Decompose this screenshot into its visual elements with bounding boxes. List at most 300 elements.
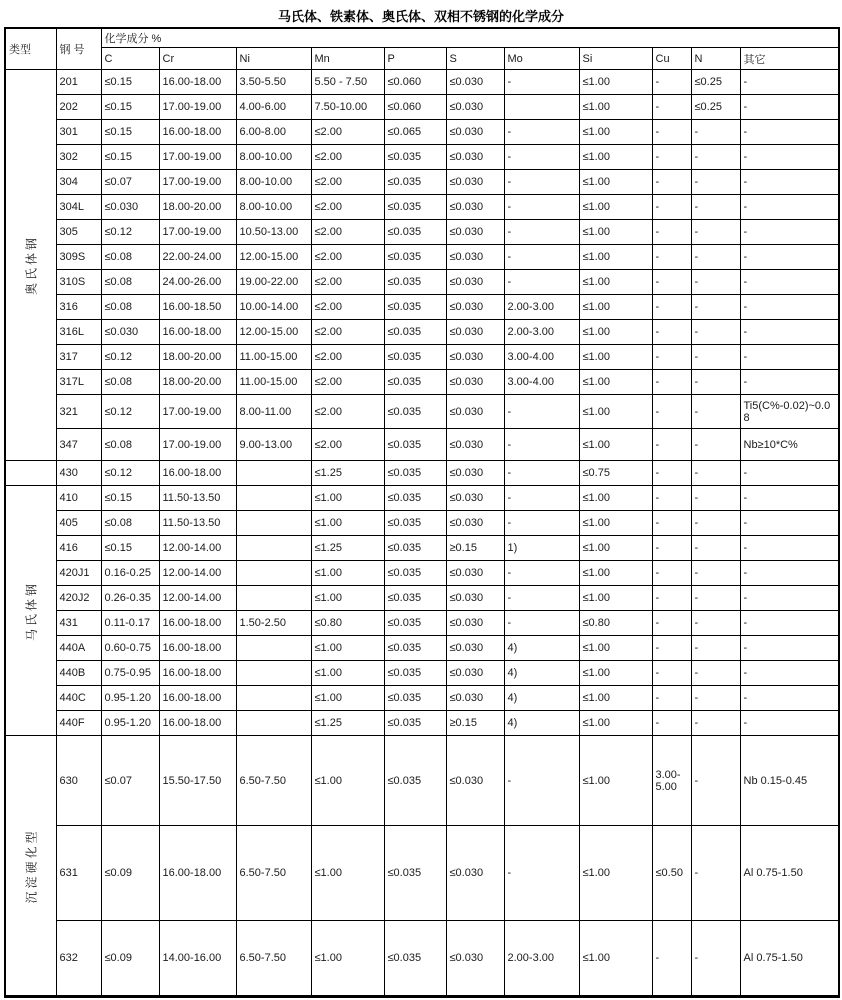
value-cell: ≤1.25 (311, 711, 384, 736)
composition-table (4, 27, 840, 998)
value-cell: ≤0.030 (446, 320, 504, 345)
value-cell: ≤1.00 (579, 370, 652, 395)
value-cell: ≤1.00 (579, 120, 652, 145)
value-cell: 4) (504, 686, 579, 711)
value-cell: - (691, 561, 740, 586)
value-cell: ≤1.00 (579, 95, 652, 120)
value-cell: ≤0.030 (446, 661, 504, 686)
value-cell: 17.00-19.00 (159, 429, 236, 461)
value-cell: ≤0.12 (101, 461, 159, 486)
value-cell: ≤0.030 (446, 395, 504, 429)
value-cell: ≤1.00 (579, 345, 652, 370)
value-cell: ≤2.00 (311, 145, 384, 170)
value-cell: 3.00-4.00 (504, 370, 579, 395)
value-cell: ≤0.030 (446, 195, 504, 220)
value-cell: ≤0.035 (384, 320, 446, 345)
value-cell: ≤0.08 (101, 295, 159, 320)
value-cell: 16.00-18.00 (159, 70, 236, 95)
type-group-label: 马氏体钢 (24, 580, 39, 641)
value-cell: ≤1.00 (579, 486, 652, 511)
value-cell: 0.26-0.35 (101, 586, 159, 611)
value-cell: 0.95-1.20 (101, 711, 159, 736)
value-cell: - (740, 195, 839, 220)
value-cell: - (652, 245, 691, 270)
value-cell (504, 95, 579, 120)
value-cell: 4) (504, 636, 579, 661)
value-cell: ≤0.07 (101, 736, 159, 826)
value-cell: ≤0.030 (446, 611, 504, 636)
value-cell: 3.50-5.50 (236, 70, 311, 95)
value-cell: 1) (504, 536, 579, 561)
table-row (5, 70, 839, 95)
value-cell: 16.00-18.00 (159, 461, 236, 486)
value-cell: - (691, 220, 740, 245)
table-row (5, 586, 839, 611)
value-cell: 14.00-16.00 (159, 921, 236, 997)
value-cell: - (740, 486, 839, 511)
value-cell (236, 561, 311, 586)
value-cell: ≤0.030 (446, 736, 504, 826)
value-cell: - (504, 486, 579, 511)
table-row (5, 921, 839, 997)
value-cell: - (740, 661, 839, 686)
value-cell: - (740, 245, 839, 270)
value-cell: ≤0.035 (384, 270, 446, 295)
value-cell: ≤0.030 (446, 486, 504, 511)
value-cell: ≤0.08 (101, 511, 159, 536)
value-cell: - (691, 586, 740, 611)
value-cell: ≤0.035 (384, 345, 446, 370)
value-cell: - (691, 295, 740, 320)
value-cell: Nb 0.15-0.45 (740, 736, 839, 826)
value-cell: ≤2.00 (311, 270, 384, 295)
grade-cell: 316 (56, 295, 101, 320)
grade-cell: 316L (56, 320, 101, 345)
value-cell: - (652, 170, 691, 195)
value-cell: 8.00-10.00 (236, 170, 311, 195)
value-cell: ≤1.00 (579, 145, 652, 170)
col-header-p: P (384, 48, 446, 70)
value-cell: ≤0.030 (446, 220, 504, 245)
value-cell: ≤1.00 (311, 826, 384, 921)
value-cell: 17.00-19.00 (159, 220, 236, 245)
table-row (5, 220, 839, 245)
grade-cell: 347 (56, 429, 101, 461)
value-cell: 3.00-4.00 (504, 345, 579, 370)
type-group-cell (5, 461, 56, 486)
value-cell: - (652, 661, 691, 686)
table-row (5, 486, 839, 511)
value-cell: ≤0.035 (384, 220, 446, 245)
value-cell: ≤0.15 (101, 70, 159, 95)
value-cell: - (504, 120, 579, 145)
value-cell: 22.00-24.00 (159, 245, 236, 270)
value-cell: 12.00-15.00 (236, 320, 311, 345)
value-cell: ≤1.25 (311, 461, 384, 486)
value-cell: ≤0.030 (446, 70, 504, 95)
value-cell: ≤1.00 (311, 561, 384, 586)
value-cell: ≤1.00 (311, 736, 384, 826)
value-cell: ≤0.12 (101, 345, 159, 370)
value-cell: ≤0.030 (446, 245, 504, 270)
table-row (5, 345, 839, 370)
grade-cell: 440B (56, 661, 101, 686)
value-cell: ≤0.12 (101, 220, 159, 245)
grade-cell: 321 (56, 395, 101, 429)
value-cell: ≤1.00 (579, 70, 652, 95)
value-cell: - (691, 486, 740, 511)
value-cell: ≤0.030 (446, 170, 504, 195)
table-row (5, 711, 839, 736)
value-cell: 0.16-0.25 (101, 561, 159, 586)
value-cell: - (740, 295, 839, 320)
value-cell: 16.00-18.00 (159, 611, 236, 636)
value-cell: ≤2.00 (311, 170, 384, 195)
value-cell: ≤1.00 (579, 826, 652, 921)
value-cell: 0.60-0.75 (101, 636, 159, 661)
value-cell: ≤0.08 (101, 270, 159, 295)
page-title: 马氏体、铁素体、奥氏体、双相不锈钢的化学成分 (277, 9, 564, 24)
value-cell: ≤2.00 (311, 395, 384, 429)
value-cell: - (740, 345, 839, 370)
col-header-si: Si (579, 48, 652, 70)
value-cell: 1.50-2.50 (236, 611, 311, 636)
value-cell: ≤0.08 (101, 245, 159, 270)
value-cell: ≤2.00 (311, 245, 384, 270)
value-cell: ≤0.15 (101, 145, 159, 170)
value-cell: - (652, 536, 691, 561)
value-cell: ≤0.030 (446, 461, 504, 486)
grade-cell: 304L (56, 195, 101, 220)
value-cell: ≤0.030 (446, 295, 504, 320)
grade-cell: 440C (56, 686, 101, 711)
grade-cell: 317 (56, 345, 101, 370)
table-row (5, 245, 839, 270)
value-cell: ≤0.75 (579, 461, 652, 486)
value-cell: - (740, 70, 839, 95)
composition-header: 化学成分 % (101, 28, 839, 48)
value-cell: - (691, 461, 740, 486)
value-cell: 6.50-7.50 (236, 826, 311, 921)
table-row (5, 170, 839, 195)
value-cell: ≤0.030 (101, 320, 159, 345)
value-cell: 16.00-18.50 (159, 295, 236, 320)
value-cell: ≤1.00 (579, 921, 652, 997)
value-cell: ≤2.00 (311, 220, 384, 245)
table-row (5, 295, 839, 320)
value-cell: - (504, 511, 579, 536)
value-cell: 18.00-20.00 (159, 370, 236, 395)
value-cell: 0.11-0.17 (101, 611, 159, 636)
type-group-label: 奥氏体钢 (24, 234, 39, 296)
value-cell: - (740, 120, 839, 145)
value-cell: ≤1.00 (311, 511, 384, 536)
value-cell: ≤0.030 (101, 195, 159, 220)
value-cell: ≤0.035 (384, 686, 446, 711)
value-cell: ≤0.15 (101, 120, 159, 145)
value-cell: ≤0.08 (101, 429, 159, 461)
value-cell: - (691, 661, 740, 686)
value-cell: 16.00-18.00 (159, 711, 236, 736)
value-cell (236, 586, 311, 611)
value-cell: ≤0.035 (384, 826, 446, 921)
value-cell: 9.00-13.00 (236, 429, 311, 461)
value-cell: 17.00-19.00 (159, 145, 236, 170)
value-cell (236, 536, 311, 561)
value-cell: - (504, 429, 579, 461)
grade-cell: 440A (56, 636, 101, 661)
value-cell: ≤1.00 (579, 429, 652, 461)
grade-cell: 305 (56, 220, 101, 245)
table-row (5, 95, 839, 120)
value-cell: ≤0.030 (446, 586, 504, 611)
table-row (5, 686, 839, 711)
grade-cell: 632 (56, 921, 101, 997)
value-cell: ≤0.030 (446, 370, 504, 395)
value-cell: - (691, 395, 740, 429)
col-header-mo: Mo (504, 48, 579, 70)
type-group-cell (5, 736, 56, 997)
value-cell: 8.00-11.00 (236, 395, 311, 429)
value-cell: ≤0.035 (384, 611, 446, 636)
value-cell: - (652, 611, 691, 636)
value-cell: 11.50-13.50 (159, 511, 236, 536)
value-cell: - (652, 120, 691, 145)
table-row (5, 826, 839, 921)
value-cell: 12.00-14.00 (159, 536, 236, 561)
value-cell (236, 711, 311, 736)
value-cell: ≤1.00 (579, 711, 652, 736)
value-cell: Al 0.75-1.50 (740, 921, 839, 997)
value-cell: 12.00-15.00 (236, 245, 311, 270)
value-cell: ≤1.00 (579, 536, 652, 561)
col-header-mn: Mn (311, 48, 384, 70)
table-row (5, 661, 839, 686)
value-cell: ≤1.00 (579, 686, 652, 711)
value-cell: - (691, 736, 740, 826)
value-cell: ≤0.035 (384, 661, 446, 686)
grade-cell: 301 (56, 120, 101, 145)
value-cell: ≤1.00 (311, 661, 384, 686)
value-cell: ≤2.00 (311, 345, 384, 370)
value-cell: ≥0.15 (446, 536, 504, 561)
value-cell: ≤0.15 (101, 95, 159, 120)
value-cell: ≤1.00 (579, 395, 652, 429)
value-cell: - (652, 370, 691, 395)
value-cell: ≤0.035 (384, 921, 446, 997)
value-cell: - (652, 586, 691, 611)
value-cell: - (740, 145, 839, 170)
type-header: 类型 (5, 28, 56, 70)
value-cell: 16.00-18.00 (159, 320, 236, 345)
value-cell: - (504, 826, 579, 921)
table-row (5, 270, 839, 295)
value-cell: ≤0.25 (691, 95, 740, 120)
value-cell: - (652, 921, 691, 997)
table-row (5, 636, 839, 661)
value-cell: - (740, 170, 839, 195)
value-cell: ≤1.00 (579, 736, 652, 826)
value-cell: ≤0.035 (384, 295, 446, 320)
value-cell: 16.00-18.00 (159, 636, 236, 661)
value-cell: 0.95-1.20 (101, 686, 159, 711)
value-cell: - (652, 145, 691, 170)
value-cell: ≤0.035 (384, 636, 446, 661)
value-cell: ≤0.08 (101, 370, 159, 395)
value-cell: 12.00-14.00 (159, 561, 236, 586)
table-row (5, 195, 839, 220)
value-cell: ≤1.00 (579, 511, 652, 536)
type-group-cell (5, 486, 56, 736)
value-cell: ≤0.035 (384, 461, 446, 486)
value-cell: ≤0.035 (384, 170, 446, 195)
value-cell: ≤0.035 (384, 429, 446, 461)
value-cell: - (652, 486, 691, 511)
value-cell: - (691, 120, 740, 145)
value-cell: ≤1.00 (579, 636, 652, 661)
value-cell: - (652, 636, 691, 661)
grade-cell: 430 (56, 461, 101, 486)
value-cell: 16.00-18.00 (159, 686, 236, 711)
value-cell: ≤1.00 (311, 921, 384, 997)
value-cell: - (504, 611, 579, 636)
value-cell: - (504, 220, 579, 245)
value-cell: - (740, 586, 839, 611)
value-cell: ≤1.00 (579, 245, 652, 270)
grade-cell: 431 (56, 611, 101, 636)
value-cell: ≤0.15 (101, 486, 159, 511)
value-cell: ≤0.035 (384, 736, 446, 826)
value-cell: - (652, 711, 691, 736)
value-cell: - (652, 461, 691, 486)
value-cell: 17.00-19.00 (159, 395, 236, 429)
value-cell: - (652, 345, 691, 370)
value-cell: ≤0.15 (101, 536, 159, 561)
value-cell: - (740, 370, 839, 395)
value-cell: ≤0.030 (446, 511, 504, 536)
value-cell (236, 661, 311, 686)
value-cell: - (652, 511, 691, 536)
value-cell: ≤1.00 (311, 486, 384, 511)
value-cell: ≤0.80 (311, 611, 384, 636)
header-row-elements (5, 48, 839, 70)
value-cell: 0.75-0.95 (101, 661, 159, 686)
value-cell: - (691, 711, 740, 736)
value-cell: - (504, 395, 579, 429)
value-cell: ≤1.25 (311, 536, 384, 561)
value-cell (236, 686, 311, 711)
value-cell: ≤0.50 (652, 826, 691, 921)
type-group-label: 沉淀硬化型 (24, 827, 39, 904)
value-cell: - (504, 586, 579, 611)
grade-cell: 309S (56, 245, 101, 270)
value-cell: 16.00-18.00 (159, 826, 236, 921)
value-cell: ≤0.07 (101, 170, 159, 195)
value-cell: ≤1.00 (579, 561, 652, 586)
value-cell: ≤2.00 (311, 429, 384, 461)
grade-header: 钢 号 (56, 28, 101, 70)
value-cell: ≤0.030 (446, 826, 504, 921)
value-cell (236, 461, 311, 486)
value-cell: - (652, 270, 691, 295)
value-cell: ≤0.25 (691, 70, 740, 95)
value-cell: 15.50-17.50 (159, 736, 236, 826)
value-cell: 17.00-19.00 (159, 95, 236, 120)
value-cell: ≤0.035 (384, 486, 446, 511)
grade-cell: 416 (56, 536, 101, 561)
value-cell: - (740, 320, 839, 345)
value-cell: ≤0.09 (101, 826, 159, 921)
value-cell: - (652, 395, 691, 429)
value-cell: 3.00-5.00 (652, 736, 691, 826)
col-header-other: 其它 (740, 48, 839, 70)
type-group-cell (5, 70, 56, 461)
value-cell: - (740, 561, 839, 586)
value-cell: - (740, 536, 839, 561)
value-cell: ≤0.035 (384, 395, 446, 429)
value-cell: - (504, 170, 579, 195)
value-cell: - (652, 195, 691, 220)
value-cell: - (652, 70, 691, 95)
value-cell: 8.00-10.00 (236, 195, 311, 220)
value-cell: 11.00-15.00 (236, 370, 311, 395)
value-cell: ≤0.035 (384, 711, 446, 736)
value-cell: 6.50-7.50 (236, 921, 311, 997)
value-cell: 8.00-10.00 (236, 145, 311, 170)
table-row (5, 461, 839, 486)
value-cell: ≤0.035 (384, 195, 446, 220)
value-cell: ≤0.030 (446, 270, 504, 295)
value-cell: 16.00-18.00 (159, 120, 236, 145)
table-row (5, 120, 839, 145)
value-cell: - (740, 611, 839, 636)
value-cell: 7.50-10.00 (311, 95, 384, 120)
grade-cell: 304 (56, 170, 101, 195)
value-cell: ≤0.060 (384, 70, 446, 95)
col-header-s: S (446, 48, 504, 70)
table-row (5, 561, 839, 586)
value-cell: - (691, 429, 740, 461)
value-cell: 2.00-3.00 (504, 921, 579, 997)
value-cell: ≤0.030 (446, 561, 504, 586)
header-row-composition (5, 28, 839, 48)
value-cell: ≤0.065 (384, 120, 446, 145)
value-cell: - (740, 686, 839, 711)
table-row (5, 395, 839, 429)
value-cell: - (652, 220, 691, 245)
value-cell: ≤0.035 (384, 370, 446, 395)
value-cell: 4.00-6.00 (236, 95, 311, 120)
value-cell: ≤0.035 (384, 511, 446, 536)
value-cell: 6.50-7.50 (236, 736, 311, 826)
value-cell: - (740, 636, 839, 661)
value-cell: - (504, 270, 579, 295)
value-cell: - (740, 461, 839, 486)
value-cell: - (691, 145, 740, 170)
value-cell: - (691, 245, 740, 270)
grade-cell: 302 (56, 145, 101, 170)
table-row (5, 320, 839, 345)
value-cell: - (691, 511, 740, 536)
value-cell: ≤1.00 (311, 586, 384, 611)
value-cell: - (504, 70, 579, 95)
grade-cell: 317L (56, 370, 101, 395)
value-cell: - (652, 561, 691, 586)
value-cell: - (691, 345, 740, 370)
value-cell: - (652, 686, 691, 711)
value-cell: 17.00-19.00 (159, 170, 236, 195)
value-cell: - (740, 511, 839, 536)
